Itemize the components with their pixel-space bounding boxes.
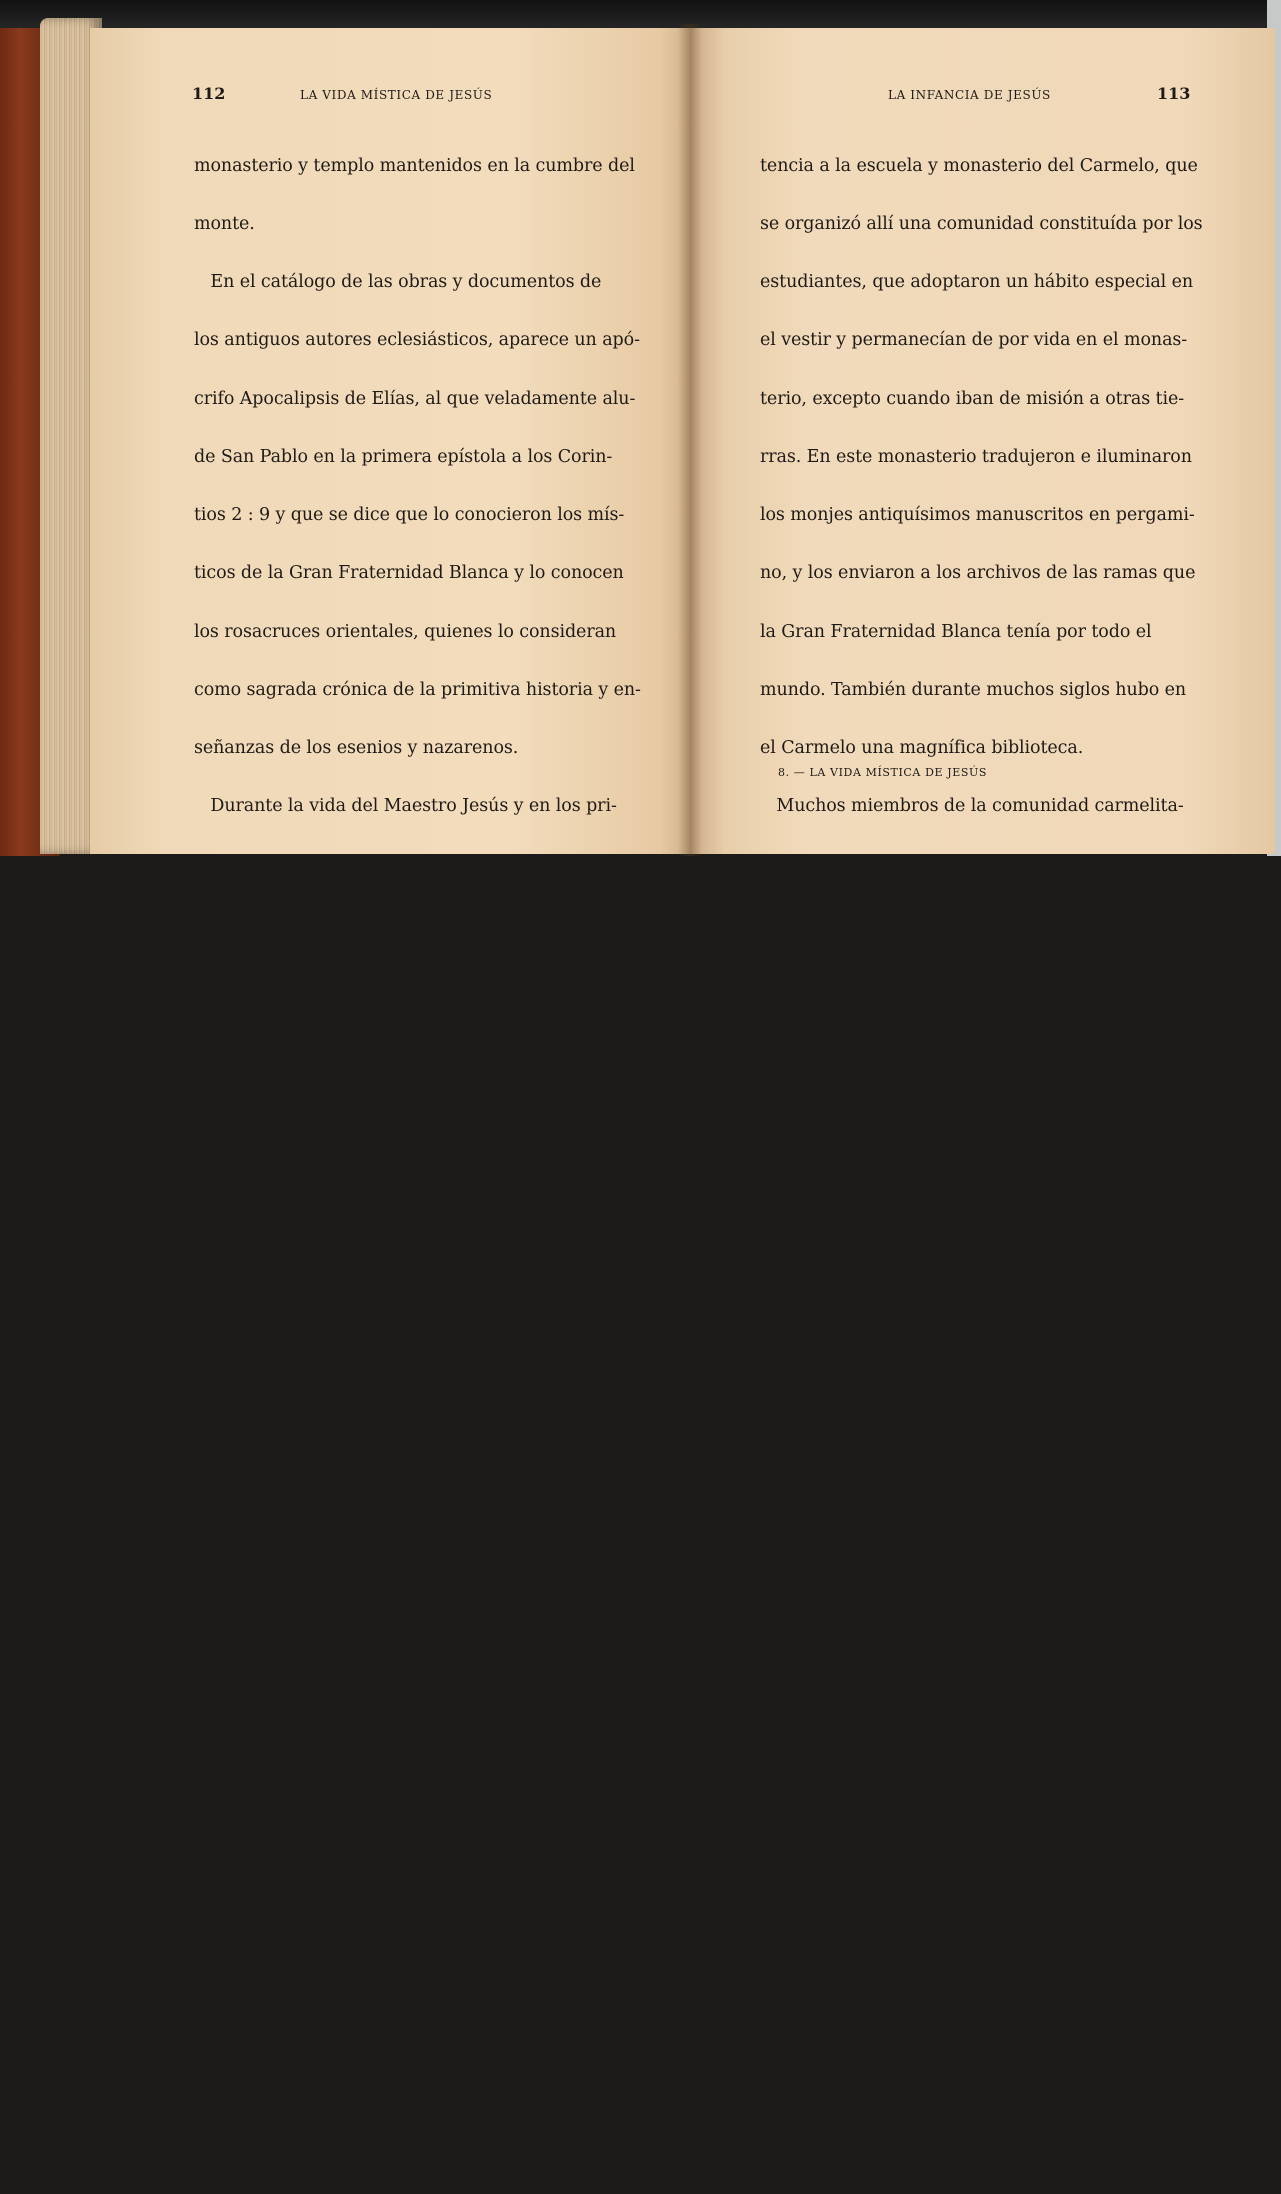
text-line: parte de dichas traducciones se han empleado en — [194, 1727, 630, 1748]
text-line: la Gran Fraternidad Blanca tenía por todo el — [760, 621, 1152, 642]
body-text — [760, 118, 1203, 2194]
left-page — [90, 28, 690, 2156]
body-text — [194, 118, 647, 2194]
text-line: aquel suceso. Todavía existen varios edificios his- — [760, 1029, 1194, 1050]
text-line: de San Pablo en la primera epístola a los Corin- — [194, 446, 613, 467]
text-line: monte. — [194, 214, 255, 235]
page-number: 112 — [192, 84, 226, 103]
text-line: señanzas de los esenios y nazarenos. — [194, 738, 519, 758]
text-line: yos miembros profesaban el catolicismo y, al pro- — [760, 1844, 1193, 1865]
text-line: Muchas discusiones se entablaron sobre el par- — [760, 2018, 1195, 2039]
text-line: Algunos siglos después de este traslado, se es- — [760, 1727, 1187, 1748]
text-line: ba Elías, la cueva de Elías y el monasterio. — [760, 1203, 1135, 1224]
text-line: Hacia el siglo IV de la era cristiana, el monas- — [760, 1261, 1181, 1282]
text-line: cruces. Del Apocalipsis de Elías y otros documen- — [194, 1844, 630, 1865]
text-line: de Elías se leía y estudiaba en las sagradas cla- — [194, 912, 611, 933]
text-line: Muchos miembros de la comunidad carmelita- — [760, 796, 1184, 817]
text-line: como si se hubiera “perdido”. — [194, 1261, 456, 1282]
text-line: comunidad. — [760, 1960, 863, 1981]
text-line: como sagrada crónica de la primitiva historia y en- — [194, 679, 641, 700]
text-line: magnífica biblioteca con millares de manuscritos — [760, 1436, 1192, 1457]
text-line: terio, excepto cuando iban de misión a otras tie- — [760, 388, 1185, 409]
page-number: 113 — [1157, 84, 1191, 103]
right-page — [690, 28, 1275, 2156]
text-line: rras. En este monasterio tradujeron e iluminaron — [760, 446, 1192, 467]
text-line: los rosacruces orientales, quienes lo consideran — [194, 621, 617, 642]
text-line: terio y escuela del Carmelo dejaron de ser el cen- — [760, 1320, 1197, 1341]
text-line: Carmelo, con la denominación de “escuela de los — [194, 2018, 626, 2039]
text-line: nunció su primer sermón el día de Pentecostés y — [760, 912, 1187, 933]
text-line: En el catálogo de las obras y documentos de — [194, 272, 602, 293]
text-line: tios 2 : 9 y que se dice que lo conocieron los mís- — [194, 505, 625, 526]
text-line: Sin embargo, en 1893, el famoso historiador — [194, 1320, 602, 1341]
text-line: tóricos, como El-Khadr, la escuela de los profetas, — [760, 1087, 1199, 1108]
text-line: ticos de la Gran Fraternidad Blanca y lo conocen — [194, 563, 624, 584]
text-line: Con el tiempo llegó a ser tan numerosa la asis- — [194, 2135, 623, 2156]
text-line: pio tiempo, pretendían descender de la primitiva — [760, 1902, 1190, 1923]
text-line: profetas” o “escuela de los esenios”. — [194, 2077, 514, 2098]
signature-mark: 8. — LA VIDA MÍSTICA DE JESÚS — [778, 766, 987, 779]
text-line: ta que el papa Inocencio XII decidió en 1698 que — [760, 2135, 1191, 2156]
text-line: ticular y prosiguieron durante algunos siglos, has- — [760, 2077, 1202, 2098]
text-line: en los archivos de la Gran Fraternidad Blanca, y — [194, 1669, 620, 1690]
text-line: meros siglos de la iglesia cristiana, el Apocalipsis — [194, 854, 629, 875]
text-line: monasterio y templo mantenidos en la cumbre del — [194, 155, 635, 176]
text-line: del Tibet, en donde ahora se conservan y está ins- — [760, 1553, 1200, 1574]
running-head: LA INFANCIA DE JESÚS — [888, 88, 1051, 102]
text-line: El-Muhraka, el tradicional paraje donde sacrifica- — [760, 1145, 1197, 1166]
text-line: y documentos se trasladó al secreto monasterio — [760, 1494, 1180, 1515]
text-line: el Carmelo una magnífica biblioteca. — [760, 738, 1084, 758]
text-line: tencia a la escuela y monasterio del Carmelo, que — [760, 155, 1198, 176]
text-line: valiosos y esclarecedores documentos literarios del — [194, 1087, 647, 1108]
text-line: mundo. También durante muchos siglos hubo en — [760, 679, 1187, 700]
text-line: se organizó allí una comunidad constituída por los — [760, 214, 1203, 235]
text-line: Egipto, encontró en un monasterio de la Frater- — [194, 1436, 616, 1457]
text-line: tos rosacruces, inferimos mucho de lo referente — [194, 1902, 616, 1923]
text-line: el vestir y permanecían de por vida en el monas- — [760, 330, 1188, 351]
text-line: tableció en el Carmelo una orden monástica cu- — [760, 1785, 1181, 1806]
running-head: LA VIDA MÍSTICA DE JESÚS — [300, 88, 493, 102]
text-line: nidad, del Alto Egipto, una traducción copta del — [194, 1494, 615, 1515]
text-line: primitivo período que trataban de las enseñanzas — [194, 1145, 629, 1166]
text-line: construyeron una capilla en conmemoración de — [760, 970, 1178, 991]
text-line: los monjes antiquísimos manuscritos en pergami- — [760, 505, 1195, 526]
text-line: estudiantes, que adoptaron un hábito especial en — [760, 272, 1194, 293]
text-line: Apocalipsis de Elías, y desde entonces se han des- — [194, 1553, 635, 1574]
text-line: al establecimiento del monasterio y escuela del — [194, 1960, 611, 1981]
text-line: talada la principal escuela de misticismo y litera- — [760, 1611, 1191, 1632]
text-line: Maspero, relacionado con la Orden Rosacruz de — [194, 1378, 617, 1399]
text-line: no, y los enviaron a los archivos de las ramas que — [760, 563, 1196, 584]
text-line: tro cultural de la Gran Fraternidad Blanca, y la — [760, 1378, 1175, 1399]
text-line: crifo Apocalipsis de Elías, al que veladamente alu- — [194, 388, 636, 409]
text-line: bros de la organización; pero lo mismo que otros — [194, 1029, 624, 1050]
text-line: secretas se substrajo del conocimiento público, — [194, 1203, 610, 1224]
text-line: los antiguos autores eclesiásticos, aparece un apó- — [194, 330, 640, 351]
text-line: ses a que concurrían los más adelantados miem- — [194, 970, 621, 991]
text-line: Durante la vida del Maestro Jesús y en los pri- — [194, 796, 617, 817]
text-line: cubierto otras traducciones en distintos idiomas — [194, 1611, 618, 1632]
text-line: las recientes enseñanzas superiores de los rosa- — [194, 1785, 618, 1806]
text-line: tura sagrada, existente en el mundo. — [760, 1669, 1083, 1690]
text-line: na estuvieron presentes cuando San Pedro pro- — [760, 854, 1177, 875]
